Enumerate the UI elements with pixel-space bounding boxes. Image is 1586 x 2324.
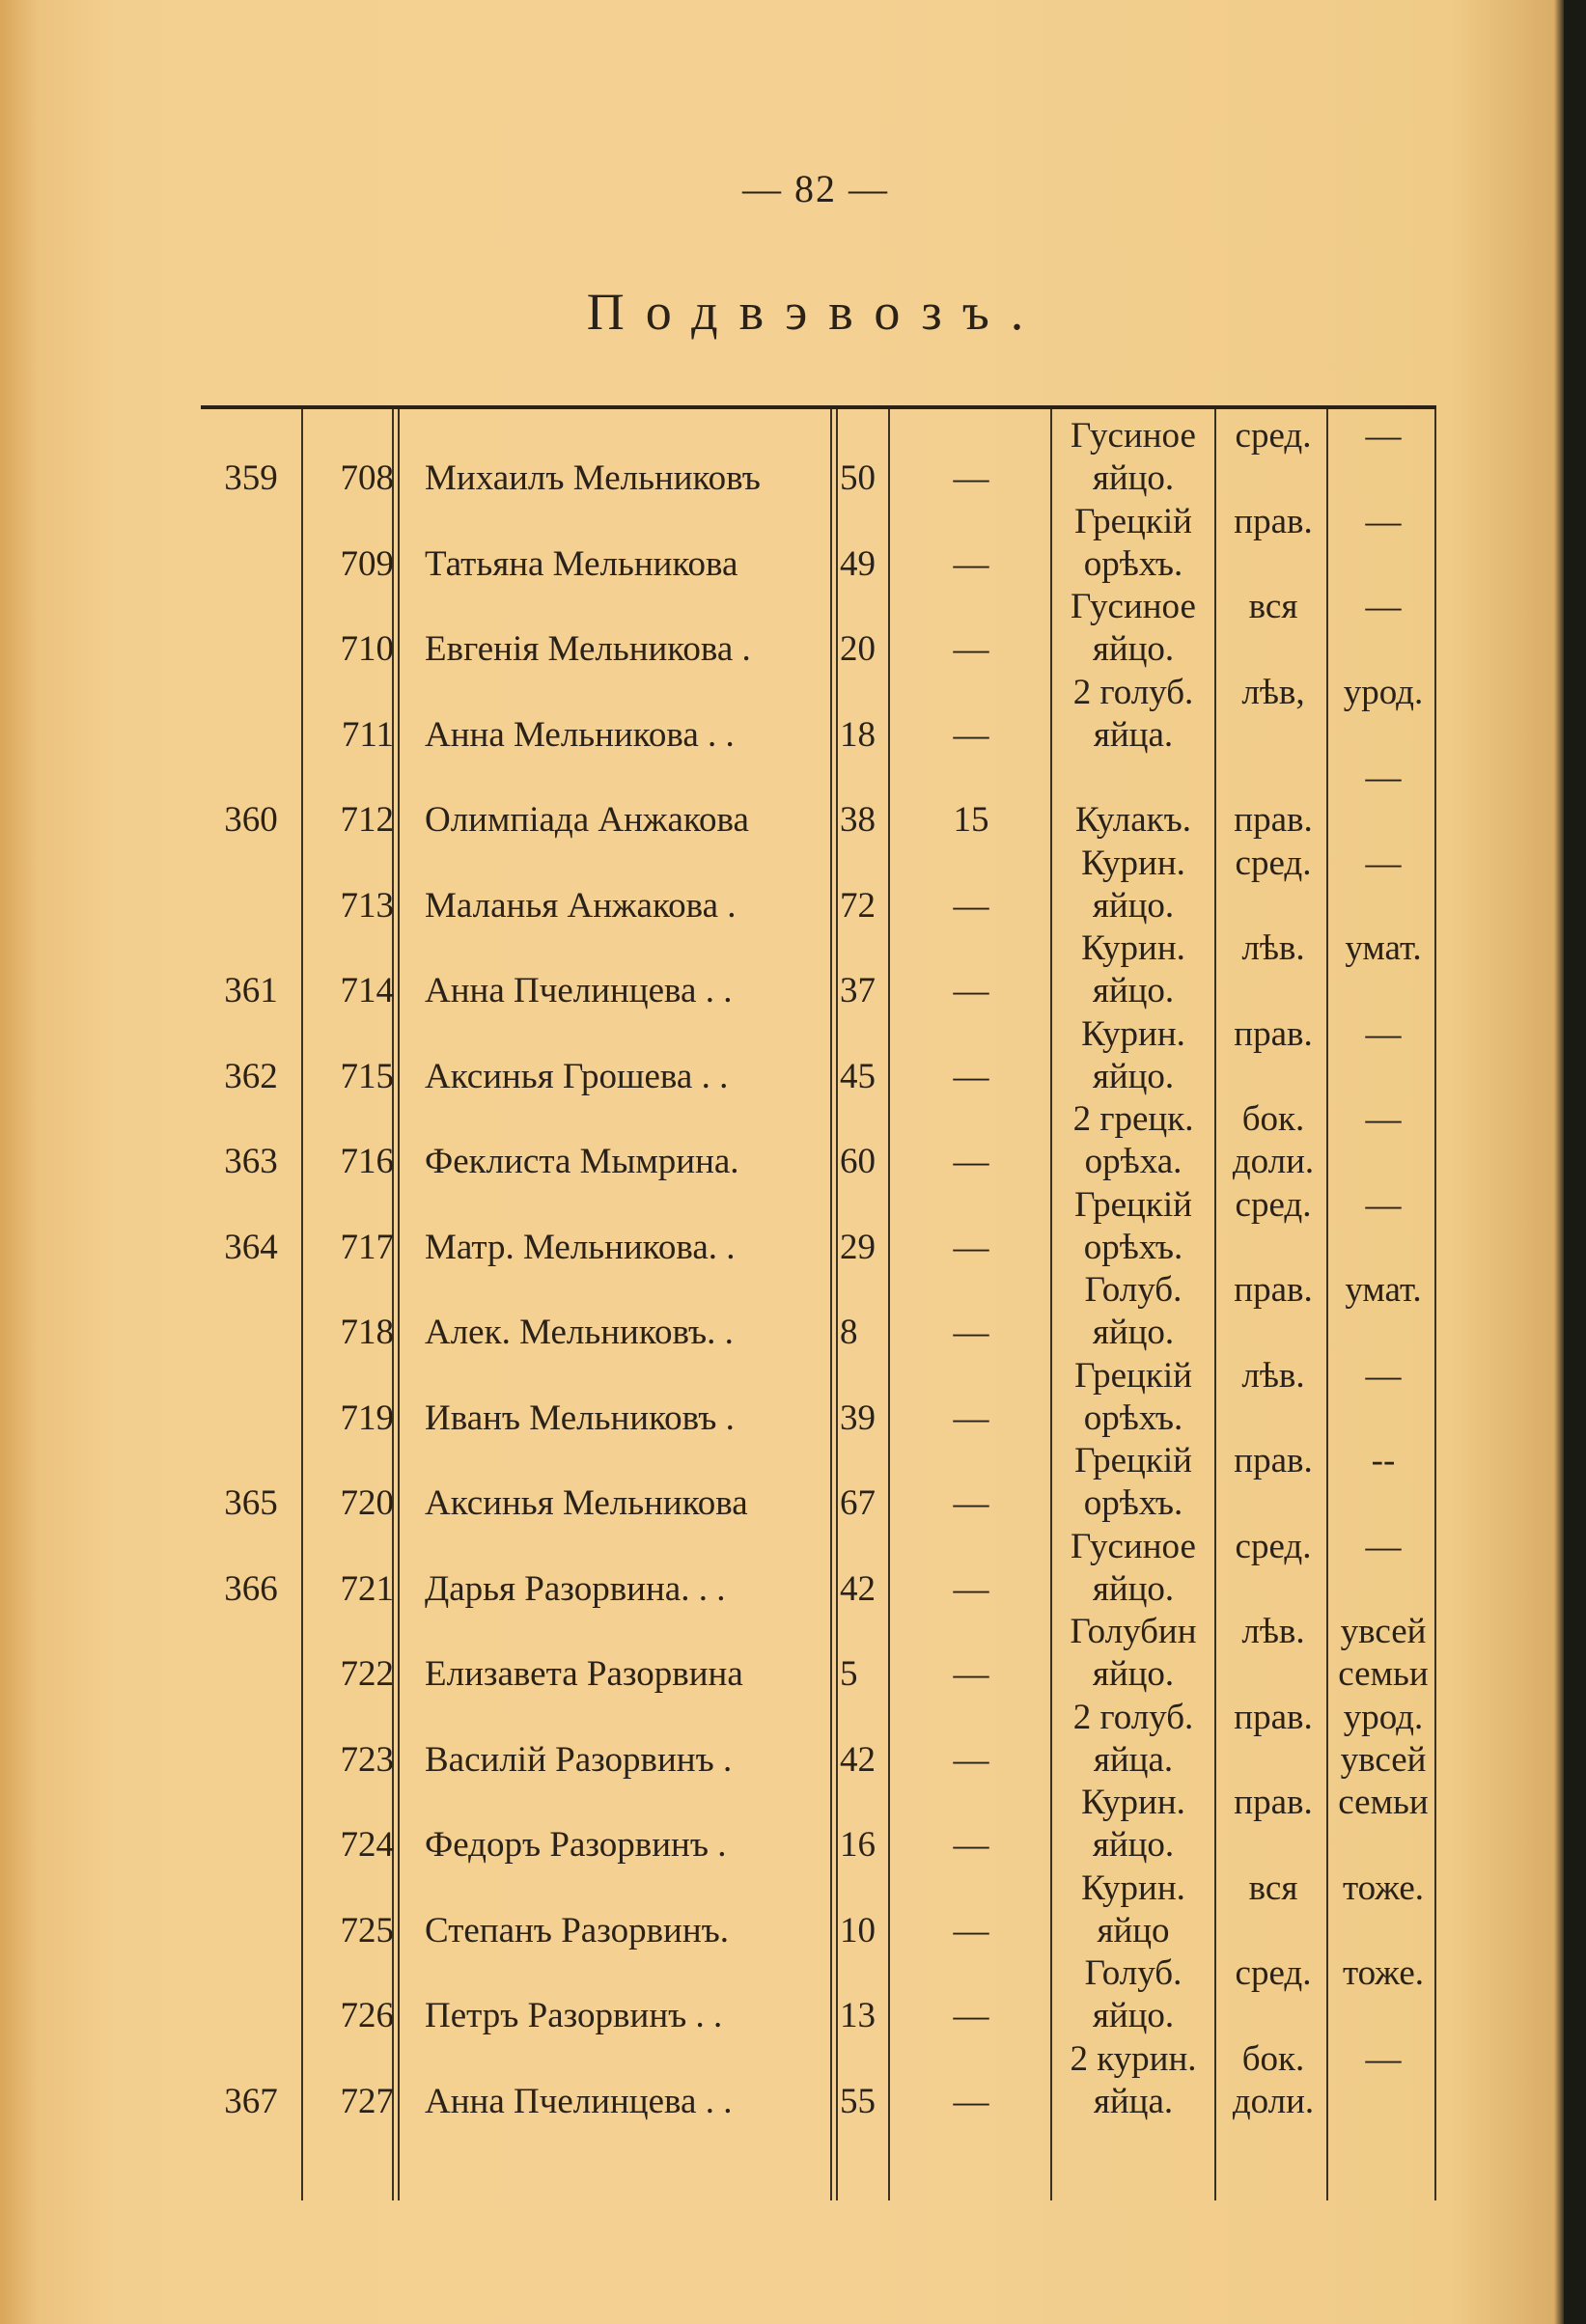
person-name: Маланья Анжакова . [425,885,737,926]
note-line-2: увсей [1340,1739,1427,1780]
side-description-line-2 [1216,1482,1330,1525]
note [1328,757,1438,842]
column-value: — [953,885,989,926]
side-description-line-2 [1216,714,1330,757]
side-description-line-1: прав. [1234,1270,1313,1310]
note-line-1: умат. [1345,928,1422,968]
size-description [1052,1013,1214,1098]
person-name: Матр. Мельникова. . [425,1227,736,1267]
age: 16 [840,1825,876,1865]
note-line-1: — [1365,1526,1402,1566]
person-number: 711 [341,714,394,755]
note-line-2 [1328,457,1438,500]
size-description [1052,501,1214,586]
person-name: Степанъ Разорвинъ. [425,1910,730,1950]
side-description-line-1 [1216,757,1330,799]
person-number: 724 [340,1825,394,1865]
person-number: 719 [340,1397,394,1438]
note-line-1: урод. [1343,672,1424,712]
note-line-1: семьи [1338,1783,1429,1822]
note-line-2: семьи [1338,1654,1429,1694]
side-description-line-2 [1216,1397,1330,1440]
side-description [1216,415,1330,500]
side-description [1216,1697,1330,1782]
table-row [201,672,1436,757]
side-description [1216,501,1330,586]
side-description [1216,927,1330,1012]
person-name: Олимпіада Анжакова [425,800,749,840]
note [1328,1952,1438,2037]
side-description [1216,1355,1330,1440]
side-description [1216,843,1330,927]
person-name: Татьяна Мельникова [425,543,738,584]
size-description-line-1: 2 курин. [1070,2038,1197,2079]
note [1328,1013,1438,1098]
side-description-line-1: сред. [1235,843,1312,883]
age: 29 [840,1227,876,1267]
column-value: — [953,1142,989,1181]
entry-number: 367 [224,2081,278,2121]
person-number: 725 [340,1910,394,1950]
entry-number: 361 [224,971,278,1010]
age: 42 [840,1568,876,1609]
entry-number: 366 [224,1568,278,1609]
person-number: 717 [340,1227,394,1267]
note-line-1: -- [1371,1441,1396,1480]
note [1328,2038,1438,2123]
side-description-line-2 [1216,543,1330,586]
table-row [201,1697,1436,1782]
note-line-1: — [1365,416,1402,456]
note-line-1: — [1365,1013,1402,1054]
person-name: Анна Мельникова . . [425,714,735,755]
side-description-line-2 [1216,970,1330,1012]
table-row [201,1355,1436,1440]
side-description-line-1: лѣв. [1241,1355,1305,1396]
person-number: 714 [340,971,394,1010]
size-description-line-1: Курин. [1081,843,1185,883]
size-description-line-1: Гусиное [1071,416,1196,456]
size-description-line-2: яйцо. [1092,1056,1175,1096]
note [1328,1355,1438,1440]
person-name: Евгенія Мельникова . [425,629,751,669]
table-row [201,1782,1436,1867]
table-row [201,1184,1436,1269]
side-description [1216,757,1330,842]
size-description-line-1: Курин. [1081,1013,1185,1054]
note-line-2 [1328,1824,1438,1867]
table-row [201,927,1436,1012]
note [1328,927,1438,1012]
note-line-1: — [1365,843,1402,883]
person-number: 723 [340,1739,394,1780]
page-number: — 82 — [742,167,889,210]
size-description-line-2: орѣхъ. [1083,543,1183,584]
age: 49 [840,543,876,584]
side-description-line-2 [1216,628,1330,671]
side-description [1216,1868,1330,1952]
note-line-2 [1328,1056,1438,1098]
size-description-line-2: орѣхъ. [1083,1227,1183,1267]
note-line-1: — [1365,758,1402,797]
table-row [201,2038,1436,2123]
table-row [201,1440,1436,1525]
size-description-line-1: Гусиное [1071,587,1196,626]
size-description-line-1: Голубин [1070,1612,1197,1651]
side-description [1216,2038,1330,2123]
size-description-line-2: яйцо. [1092,1313,1175,1352]
note-line-1: — [1365,1099,1402,1139]
side-description [1216,1782,1330,1867]
person-number: 727 [340,2081,394,2121]
person-name: Феклиста Мымрина. [425,1142,739,1181]
side-description-line-2 [1216,1995,1330,2037]
side-description-line-2 [1216,1739,1330,1782]
person-name: Федоръ Разорвинъ . [425,1825,727,1865]
table-row [201,1526,1436,1611]
person-number: 721 [340,1568,394,1609]
size-description-line-2: яйцо. [1092,629,1175,669]
age: 55 [840,2081,876,2121]
age: 42 [840,1739,876,1780]
side-description-line-2: доли. [1232,1142,1315,1181]
table-row [201,1269,1436,1354]
side-description [1216,586,1330,671]
size-description [1052,1697,1214,1782]
age: 20 [840,629,876,669]
column-value: — [953,971,989,1010]
entry-number: 360 [224,800,278,840]
side-description [1216,1526,1330,1611]
column-value: — [953,1739,989,1780]
column-value: — [953,714,989,755]
person-number: 722 [340,1654,394,1694]
person-number: 726 [340,1996,394,2035]
column-value: — [953,1056,989,1096]
age: 13 [840,1996,876,2035]
side-description-line-1: бок. [1241,1099,1305,1139]
size-description-line-2: орѣхъ. [1083,1397,1183,1438]
table-row [201,757,1436,842]
age: 5 [840,1654,858,1694]
note-line-1: урод. [1343,1697,1424,1737]
person-name: Анна Пчелинцева . . [425,2081,733,2121]
side-description-line-1: лѣв. [1241,1612,1305,1651]
size-description-line-2: яйцо. [1092,1654,1175,1694]
note-line-2 [1328,1397,1438,1440]
side-description [1216,1611,1330,1696]
size-description-line-1: Курин. [1081,1868,1185,1908]
size-description-line-2: яйца. [1093,714,1174,755]
person-number: 718 [340,1313,394,1352]
column-value: — [953,1313,989,1352]
side-description-line-1: вся [1248,1868,1298,1908]
note-line-1: — [1365,501,1402,541]
entry-number: 365 [224,1483,278,1523]
note-line-2 [1328,1910,1438,1952]
size-description [1052,415,1214,500]
size-description-line-1: Гусиное [1071,1526,1196,1566]
note [1328,1269,1438,1354]
table-top-rule [201,405,1436,409]
table-row [201,1952,1436,2037]
person-name: Аксинья Грошева . . [425,1056,729,1096]
note [1328,1868,1438,1952]
size-description-line-2: яйцо [1097,1910,1170,1950]
side-description-line-2 [1216,1312,1330,1354]
side-description-line-1: вся [1248,587,1298,626]
side-description-line-1: прав. [1234,1783,1313,1822]
note-line-2 [1328,970,1438,1012]
side-description [1216,1440,1330,1525]
age: 37 [840,971,876,1010]
note [1328,1526,1438,1611]
entry-number: 364 [224,1227,278,1267]
side-description-line-1: бок. [1241,2038,1305,2079]
side-description-line-1: сред. [1235,416,1312,456]
note-line-1: — [1365,2038,1402,2079]
side-description-line-2: прав. [1234,800,1313,840]
size-description-line-1: Грецкій [1074,1184,1192,1225]
entry-number: 363 [224,1142,278,1181]
person-name: Аксинья Мельникова [425,1483,748,1523]
table-row [201,1013,1436,1098]
note-line-2 [1328,1482,1438,1525]
person-name: Елизавета Разорвина [425,1654,743,1694]
column-value: — [953,1483,989,1523]
side-description [1216,1184,1330,1269]
age: 72 [840,885,876,926]
column-value: — [953,1996,989,2035]
age: 8 [840,1313,858,1352]
note [1328,415,1438,500]
size-description [1052,1782,1214,1867]
person-name: Михаилъ Мельниковъ [425,458,761,498]
side-description-line-2 [1216,1824,1330,1867]
column-value: — [953,1227,989,1267]
person-name: Иванъ Мельниковъ . [425,1397,735,1438]
table-row [201,586,1436,671]
side-description-line-1: прав. [1234,1013,1313,1054]
side-description [1216,1269,1330,1354]
age: 67 [840,1483,876,1523]
side-description-line-1: лѣв, [1241,672,1305,712]
person-number: 720 [340,1483,394,1523]
side-description-line-2 [1216,457,1330,500]
side-description-line-1: сред. [1235,1953,1312,1993]
table-row [201,415,1436,500]
side-description [1216,1098,1330,1183]
size-description-line-2: яйцо. [1092,1825,1175,1865]
side-description [1216,1952,1330,2037]
note [1328,1611,1438,1696]
size-description-line-2: яйца. [1093,2081,1174,2121]
size-description-line-1: Грецкій [1074,1441,1192,1480]
note-line-1: увсей [1340,1612,1427,1651]
side-description-line-1: прав. [1234,1441,1313,1480]
size-description-line-1: Грецкій [1074,501,1192,541]
age: 50 [840,458,876,498]
person-name: Петръ Разорвинъ . . [425,1996,723,2035]
column-value: — [953,1910,989,1950]
note-line-2 [1328,885,1438,927]
table-row [201,1611,1436,1696]
note [1328,1782,1438,1867]
person-number: 712 [340,800,394,840]
person-number: 716 [340,1142,394,1181]
age: 60 [840,1142,876,1181]
note-line-2 [1328,628,1438,671]
note-line-1: — [1365,587,1402,626]
size-description [1052,1952,1214,2037]
side-description-line-2 [1216,1056,1330,1098]
side-description [1216,672,1330,757]
column-value: — [953,1825,989,1865]
column-value: — [953,543,989,584]
note [1328,843,1438,927]
size-description-line-1: 2 грецк. [1072,1099,1194,1139]
size-description [1052,927,1214,1012]
register-table [201,405,1436,2200]
column-value: — [953,1568,989,1609]
person-number: 710 [340,629,394,669]
column-value: — [953,1397,989,1438]
note [1328,1440,1438,1525]
side-description-line-2: доли. [1232,2081,1315,2121]
size-description [1052,1611,1214,1696]
size-description [1052,1098,1214,1183]
side-description-line-1: лѣв. [1241,928,1305,968]
size-description [1052,1526,1214,1611]
size-description [1052,1269,1214,1354]
note-line-2 [1328,2081,1438,2123]
size-description-line-2: Кулакъ. [1074,800,1191,840]
size-description-line-2: яйцо. [1092,1568,1175,1609]
table-row [201,1098,1436,1183]
size-description-line-1: Курин. [1081,1783,1185,1822]
person-name: Анна Пчелинцева . . [425,971,733,1010]
size-description [1052,1440,1214,1525]
side-description-line-2 [1216,1910,1330,1952]
side-description-line-1: прав. [1234,1697,1313,1737]
side-description-line-1: сред. [1235,1184,1312,1225]
note-line-2 [1328,1312,1438,1354]
size-description [1052,1355,1214,1440]
note [1328,1697,1438,1782]
note-line-1: — [1365,1184,1402,1225]
note-line-2 [1328,714,1438,757]
note [1328,1098,1438,1183]
person-number: 713 [340,885,394,926]
size-description-line-1: Голуб. [1084,1953,1183,1993]
column-value: — [953,629,989,669]
note-line-2 [1328,799,1438,842]
size-description-line-2: яйцо. [1092,971,1175,1010]
note-line-2 [1328,1568,1438,1611]
side-description-line-2 [1216,1227,1330,1269]
note-line-2 [1328,543,1438,586]
size-description-line-2: яйцо. [1092,1996,1175,2035]
column-value: — [953,1654,989,1694]
note-line-1: тоже. [1342,1868,1424,1908]
size-description [1052,1184,1214,1269]
entry-number: 362 [224,1056,278,1096]
side-description-line-2 [1216,1653,1330,1696]
note [1328,1184,1438,1269]
age: 45 [840,1056,876,1096]
size-description-line-1: 2 голуб. [1072,672,1194,712]
note [1328,501,1438,586]
size-description [1052,757,1214,842]
person-name: Алек. Мельниковъ. . [425,1313,734,1352]
column-value: — [953,458,989,498]
note-line-1: умат. [1345,1270,1422,1310]
size-description-line-2: яйцо. [1092,458,1175,498]
size-description-line-2: орѣхъ. [1083,1483,1183,1523]
column-value: — [953,2081,989,2121]
size-description [1052,586,1214,671]
size-description-line-1: Курин. [1081,928,1185,968]
entry-number: 359 [224,458,278,498]
size-description [1052,672,1214,757]
person-number: 715 [340,1056,394,1096]
note [1328,672,1438,757]
age: 10 [840,1910,876,1950]
note [1328,586,1438,671]
side-description-line-1: сред. [1235,1526,1312,1566]
section-title: Подвэвозъ. [586,283,1045,341]
table-row [201,843,1436,927]
side-description-line-2 [1216,885,1330,927]
note-line-1: — [1365,1355,1402,1396]
size-description-line-1: Грецкій [1074,1355,1192,1396]
note-line-2 [1328,1141,1438,1183]
size-description [1052,843,1214,927]
table-row [201,1868,1436,1952]
person-number: 708 [340,458,394,498]
size-description [1052,1868,1214,1952]
size-description-line-2: яйца. [1093,1739,1174,1780]
age: 38 [840,800,876,840]
table-row [201,501,1436,586]
size-description [1052,2038,1214,2123]
person-name: Василій Разорвинъ . [425,1739,733,1780]
side-description-line-1: прав. [1234,501,1313,541]
person-number: 709 [340,543,394,584]
age: 18 [840,714,876,755]
side-description-line-2 [1216,1568,1330,1611]
age: 39 [840,1397,876,1438]
size-description-line-2: орѣха. [1084,1142,1183,1181]
person-name: Дарья Разорвина. . . [425,1568,726,1609]
note-line-1: тоже. [1342,1953,1424,1993]
note-line-2 [1328,1227,1438,1269]
size-description-line-1: Голуб. [1084,1270,1183,1310]
size-description-line-1 [1052,757,1214,799]
column-value: 15 [953,800,989,840]
note-line-2 [1328,1995,1438,2037]
size-description-line-1: 2 голуб. [1072,1697,1194,1737]
size-description-line-2: яйцо. [1092,885,1175,926]
side-description [1216,1013,1330,1098]
